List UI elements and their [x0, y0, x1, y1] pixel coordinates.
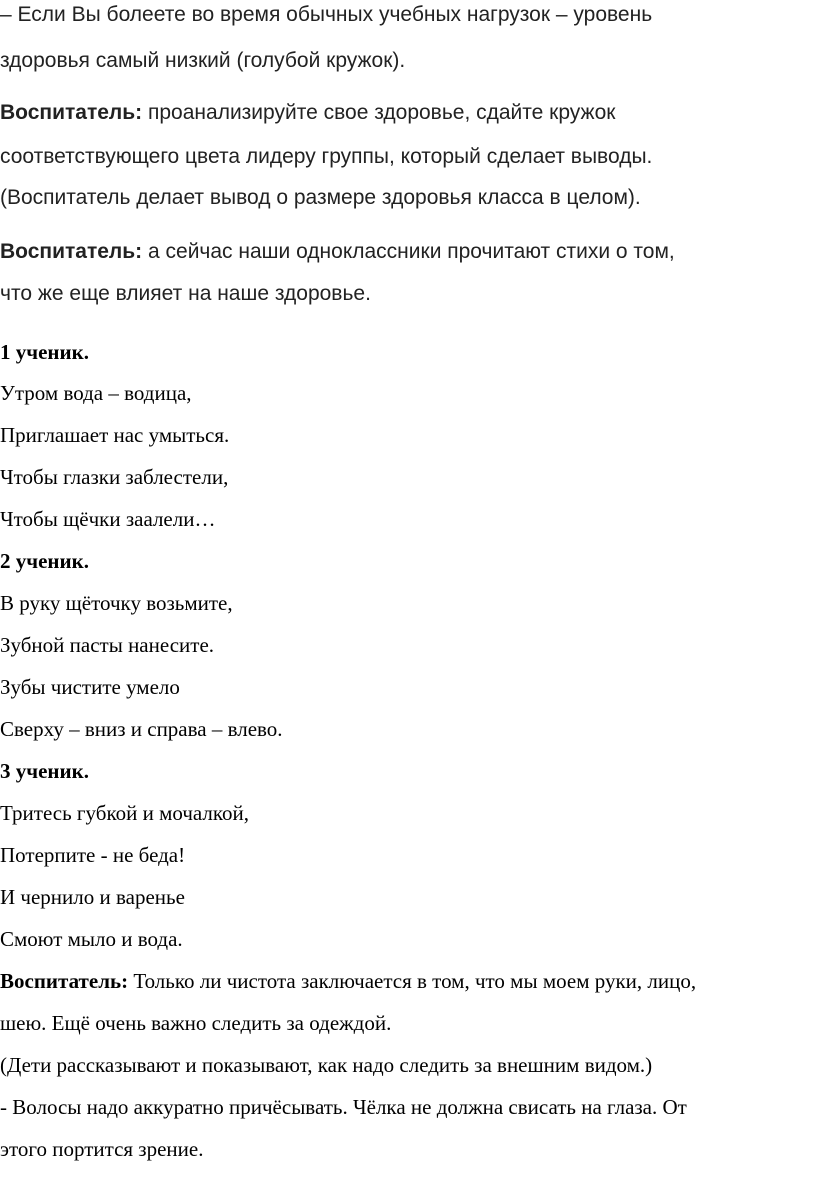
teacher-remark-text: Только ли чистота заключается в том, что мы моем руки, лицо,: [128, 969, 697, 993]
student-heading-1: 1 ученик.: [0, 340, 89, 364]
student-heading-2: 2 ученик.: [0, 549, 89, 573]
poem-3-line-1: Тритесь губкой и мочалкой,: [0, 801, 249, 825]
intro-line-1: – Если Вы болеете во время обычных учебных нагрузок – уровень: [0, 3, 653, 26]
teacher-remark-text: проанализируйте свое здоровье, сдайте кружок: [142, 101, 616, 124]
teacher-remark-3-line-2: шею. Ещё очень важно следить за одеждой.: [0, 1011, 392, 1035]
teacher-remark-2-line-2: что же еще влияет на наше здоровье.: [0, 282, 371, 305]
poem-3-line-3: И чернило и варенье: [0, 885, 185, 909]
student-heading-3: 3 ученик.: [0, 759, 89, 783]
intro-line-2: здоровья самый низкий (голубой кружок).: [0, 49, 406, 72]
teacher-remark-3-line-1: [0, 969, 696, 994]
poem-3-line-2: Потерпите - не беда!: [0, 843, 186, 867]
poem-2-line-1: В руку щёточку возьмите,: [0, 591, 233, 615]
teacher-remark-3-line-3: (Дети рассказывают и показывают, как надо следить за внешним видом.): [0, 1053, 653, 1077]
poem-1-line-4: Чтобы щёчки заалели…: [0, 507, 216, 531]
teacher-label: Воспитатель:: [0, 240, 143, 263]
poem-1-line-1: Утром вода – водица,: [0, 381, 192, 405]
poem-2-line-4: Сверху – вниз и справа – влево.: [0, 717, 283, 741]
poem-3-line-4: Смоют мыло и вода.: [0, 927, 183, 951]
poem-1-line-2: Приглашает нас умыться.: [0, 423, 230, 447]
teacher-remark-1-line-2: соответствующего цвета лидеру группы, который сделает выводы.: [0, 145, 653, 168]
teacher-label: Воспитатель:: [0, 969, 129, 993]
poem-2-line-2: Зубной пасты нанесите.: [0, 633, 215, 657]
teacher-remark-3-line-4: - Волосы надо аккуратно причёсывать. Чёлка не должна свисать на глаза. От: [0, 1095, 687, 1119]
poem-1-line-3: Чтобы глазки заблестели,: [0, 465, 229, 489]
teacher-remark-3-line-5: этого портится зрение.: [0, 1137, 204, 1161]
poem-2-line-3: Зубы чистите умело: [0, 675, 180, 699]
teacher-remark-text: а сейчас наши одноклассники прочитают стихи о том,: [142, 240, 675, 263]
teacher-label: Воспитатель:: [0, 101, 143, 124]
teacher-remark-1-line-1: [0, 101, 615, 125]
teacher-remark-2-line-1: [0, 240, 675, 264]
teacher-remark-1-line-3: (Воспитатель делает вывод о размере здоровья класса в целом).: [0, 186, 641, 209]
